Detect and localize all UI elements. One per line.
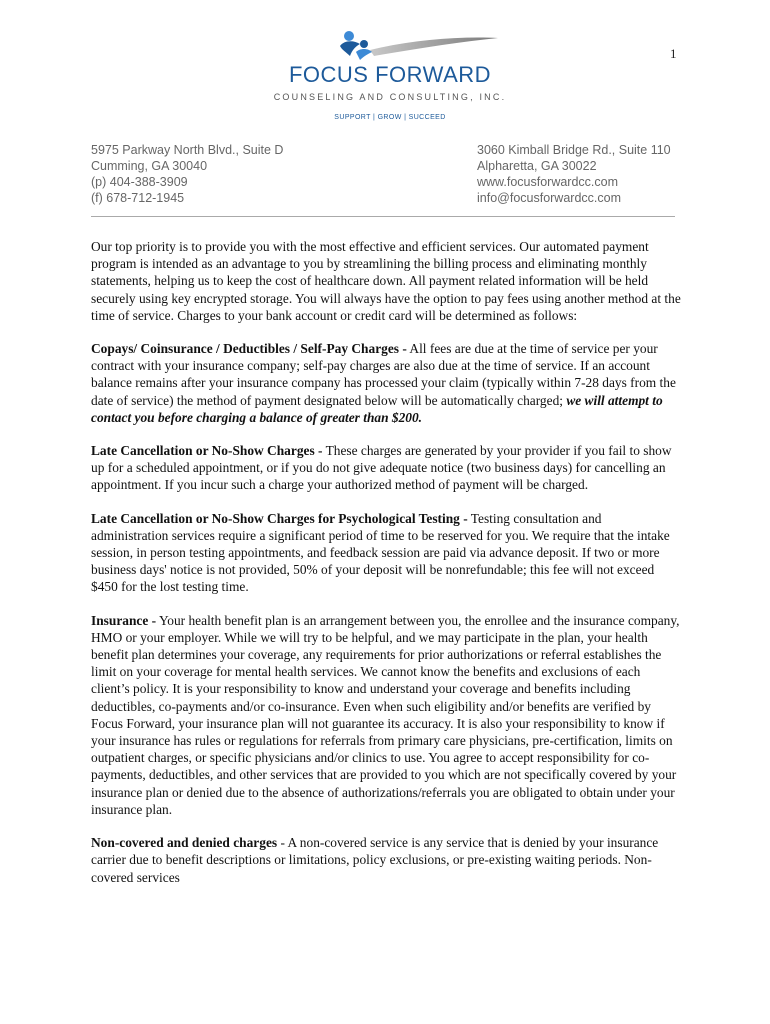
page-number: 1 bbox=[670, 46, 677, 61]
company-logo bbox=[270, 28, 510, 128]
address-right-line-2: Alpharetta, GA 30022 bbox=[477, 159, 597, 173]
address-left-fax: (f) 678-712-1945 bbox=[91, 191, 185, 205]
testing-text: Testing consultation and administration services require a significant period of time to be reserved for you. We require that the intake session, in person testing appointments, and feedback session are paid via advance deposit. If two or more business days' notice is not provided, 50% of your deposit will be nonrefundable; this fee will not exceed $450 for the lost testing time. bbox=[91, 510, 670, 595]
insurance-heading: Insurance - bbox=[91, 612, 157, 628]
email-link[interactable]: info@focusforwardcc.com bbox=[477, 191, 621, 205]
copays-text: All fees are due at the time of service per your contract with your insurance company; self-pay charges are also due at the time of service. If an account balance remains after your insurance company has processed your claim (typically within 7-28 days from the date of service) the method of payment designated below will be automatically charged; bbox=[91, 341, 676, 408]
address-left bbox=[91, 142, 283, 206]
copays-emphasis: we will attempt to contact you before charging a balance of greater than $200. bbox=[91, 392, 663, 425]
website-link[interactable]: www.focusforwardcc.com bbox=[477, 175, 619, 189]
logo-figure-icon bbox=[330, 28, 500, 64]
address-right bbox=[477, 142, 671, 206]
address-left-line-2: Cumming, GA 30040 bbox=[91, 159, 208, 173]
late-cancellation-paragraph bbox=[91, 442, 681, 494]
insurance-paragraph bbox=[91, 612, 681, 818]
late-cancellation-text: These charges are generated by your provider if you fail to show up for a scheduled appointment, or if you do not give adequate notice (two business days) for cancelling an appointment. If you incur such a charge your authorized method of payment will be charged. bbox=[91, 443, 672, 493]
late-cancellation-heading: Late Cancellation or No-Show Charges - bbox=[91, 443, 323, 459]
noncovered-paragraph bbox=[91, 834, 681, 886]
header-divider bbox=[91, 216, 675, 217]
testing-heading: Late Cancellation or No-Show Charges for Psychological Testing - bbox=[91, 510, 468, 526]
document-body bbox=[91, 238, 681, 902]
noncovered-text: - A non-covered service is any service that is denied by your insurance carrier due to benefit descriptions or limitations, policy exclusions, or pre-existing waiting periods. Non-covered services bbox=[91, 835, 659, 885]
testing-paragraph bbox=[91, 510, 681, 596]
logo-tagline: SUPPORT | GROW | SUCCEED bbox=[334, 114, 446, 121]
address-left-line-1: 5975 Parkway North Blvd., Suite D bbox=[91, 143, 284, 157]
insurance-text: Your health benefit plan is an arrangement between you, the enrollee and the insurance company, HMO or your employer. While we will try to be helpful, and we may participate in the plan, your health benefit plan determines your coverage, any requirements for prior authorizations or referral establishes the limit on your coverage for mental health services. We cannot know the benefits and exclusions of each client’s policy. It is your responsibility to know and understand your coverage and benefits including deductibles, co-payments and/or co-insurance. Even when such eligibility and/or benefits are verified by Focus Forward, your insurance plan will not guarantee its accuracy. It is also your responsibility to know if your insurance has rules or regulations for referrals from primary care physicians, pre-certification, limits on outpatient charges, or specific physicians and/or clinics to use. You agree to accept responsibility for co-payments, deductibles, and other services that are provided to you which are not specifically covered by your insurance plan or denied due to the absence of authorizations/referrals you are obligated to obtain under your insurance plan. bbox=[91, 612, 680, 817]
address-right-line-1: 3060 Kimball Bridge Rd., Suite 110 bbox=[477, 143, 671, 157]
copays-heading: Copays/ Coinsurance / Deductibles / Self-Pay Charges - bbox=[91, 341, 407, 357]
intro-paragraph bbox=[91, 238, 681, 324]
address-left-phone: (p) 404-388-3909 bbox=[91, 175, 188, 189]
logo-subtitle: COUNSELING AND CONSULTING, INC. bbox=[273, 92, 507, 102]
logo-company-name: FOCUS FORWARD bbox=[288, 62, 492, 87]
noncovered-heading: Non-covered and denied charges bbox=[91, 835, 278, 851]
intro-text: Our top priority is to provide you with the most effective and efficient services. Our automated payment program is intended as an advantage to you by streamlining the billing process and eliminating monthly statements, helping us to keep the cost of healthcare down. All payment related information will be held securely using key encrypted storage. You will always have the option to pay fees using another method at the time of service. Charges to your bank account or credit card will be determined as follows: bbox=[91, 239, 681, 323]
copays-paragraph bbox=[91, 340, 681, 426]
